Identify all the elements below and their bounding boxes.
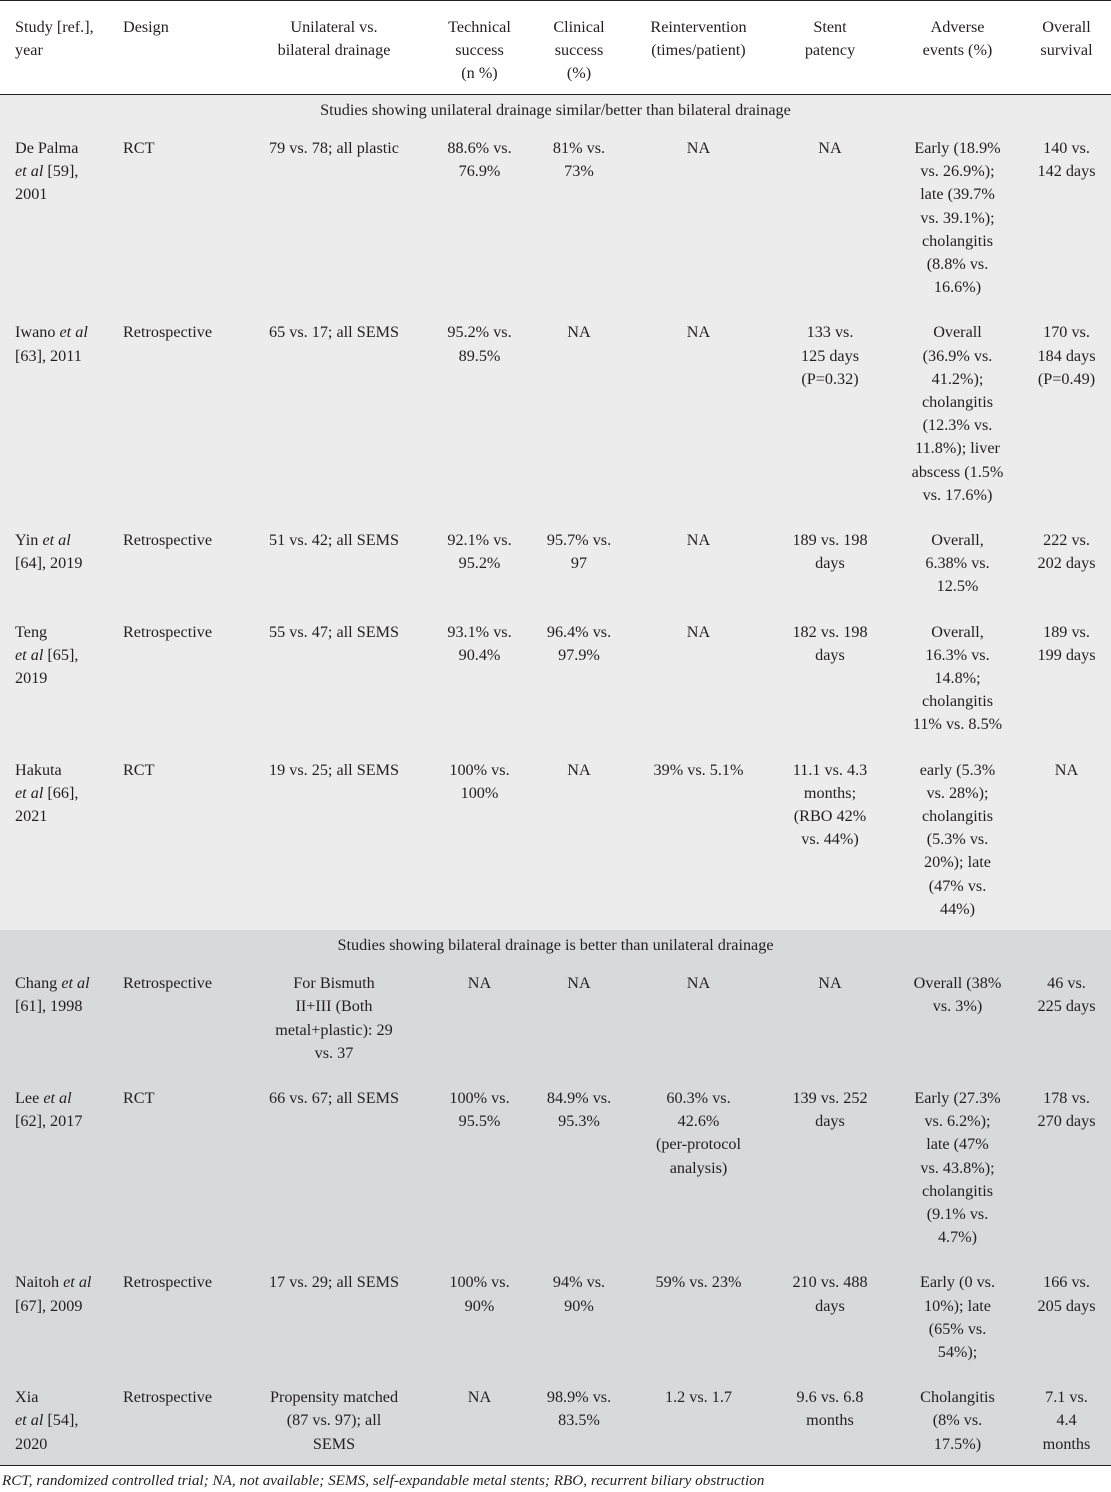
cell-line: 170 vs. [1043,323,1090,342]
cell-line: (12.3% vs. [922,416,993,435]
cell-line: Lee et al [15,1088,72,1107]
cell-study [0,308,119,516]
cell-patency [767,124,893,308]
cell-line: 11.1 vs. 4.3 [792,760,868,779]
cell-line: 90% [564,1296,594,1315]
table-row [0,746,1111,930]
cell-reintervention [630,1258,767,1373]
cell-line: 9.6 vs. 6.8 [796,1388,864,1407]
cell-line: late (39.7% [920,185,995,204]
cell-line: Yin et al [15,531,71,550]
cell-line: 189 vs. 198 [792,531,868,550]
cell-line: 2019 [15,669,48,688]
cell-line: NA [467,974,492,993]
cell-line: 7.1 vs. [1045,1388,1088,1407]
cell-line: patency [804,41,856,60]
cell-line: 83.5% [558,1411,600,1430]
header-study [0,1,119,95]
cell-adverse [893,959,1022,1074]
cell-line: 14.8%; [934,669,981,688]
cell-line: 202 days [1037,554,1096,573]
cell-clinical [528,1258,630,1373]
cell-line: days [815,1112,845,1131]
cell-line: days [815,1296,845,1315]
cell-line: Stent [813,18,847,36]
cell-adverse [893,608,1022,746]
cell-line: 96.4% vs. [546,622,612,641]
cell-study [0,746,119,930]
cell-technical [431,959,528,1074]
table-row [0,1258,1111,1373]
cell-line: II+III (Both [295,997,373,1016]
cell-line: (times/patient) [651,41,746,60]
cell-drainage [237,1373,431,1465]
cell-line: NA [567,760,591,779]
cell-line: 94% vs. [552,1273,606,1292]
cell-line: For Bismuth [293,974,375,993]
cell-line: 55 vs. 47; all SEMS [269,622,399,641]
cell-clinical [528,746,630,930]
cell-line: Overall, [931,531,984,550]
cell-line: 97 [570,554,588,573]
cell-line: 95.3% [558,1112,600,1131]
header-overall-survival [1022,1,1111,95]
cell-patency [767,308,893,516]
cell-survival [1022,608,1111,746]
cell-line: 2001 [15,185,48,204]
cell-line: Retrospective [123,1388,212,1407]
cell-patency [767,516,893,608]
cell-drainage [237,124,431,308]
cell-clinical [528,1074,630,1258]
cell-line: 12.5% [936,577,979,596]
cell-line: Overall [1042,18,1091,36]
cell-adverse [893,1074,1022,1258]
cell-line: late (47% [926,1135,989,1154]
cell-line: early (5.3% [919,760,996,779]
cell-line: bilateral drainage [277,41,391,60]
cell-line: 189 vs. [1043,622,1090,641]
cell-technical [431,746,528,930]
cell-clinical [528,308,630,516]
cell-patency [767,1373,893,1465]
cell-line: SEMS [312,1434,356,1453]
cell-line: Reintervention [650,18,747,36]
cell-line: success [554,41,604,60]
cell-reintervention [630,959,767,1074]
cell-study [0,1258,119,1373]
cell-line: vs. 44%) [801,830,859,849]
cell-line: NA [567,974,591,993]
cell-reintervention [630,608,767,746]
cell-line: 59% vs. 23% [655,1273,742,1292]
cell-line: 90% [464,1296,495,1315]
cell-line: (9.1% vs. [926,1204,989,1223]
cell-line: 270 days [1037,1112,1096,1131]
cell-drainage [237,1258,431,1373]
cell-line: NA [686,622,711,641]
cell-line: (P=0.32) [801,369,859,388]
cell-line: NA [1054,760,1079,779]
cell-adverse [893,1373,1022,1465]
cell-technical [431,1258,528,1373]
table-row [0,1373,1111,1465]
cell-line: abscess (1.5% [911,462,1004,481]
section-header-row [0,95,1111,125]
cell-line: 92.1% vs. [447,531,512,550]
cell-line: (%) [566,64,592,83]
section-header-row [0,930,1111,959]
cell-line: (n %) [461,64,498,83]
cell-line: 60.3% vs. [666,1088,731,1107]
cell-line: 139 vs. 252 [792,1088,868,1107]
cell-technical [431,124,528,308]
cell-line: 16.3% vs. [925,645,990,664]
cell-line: NA [686,323,711,342]
cell-drainage [237,608,431,746]
cell-line: 46 vs. [1047,974,1086,993]
cell-design [119,516,237,608]
cell-line: Iwano et al [15,323,88,342]
cell-design [119,608,237,746]
cell-technical [431,308,528,516]
cell-line: 95.2% [458,554,501,573]
cell-line: (RBO 42% [793,807,867,826]
cell-line: 17 vs. 29; all SEMS [269,1273,399,1292]
cell-line: cholangitis [921,393,994,412]
cell-line: Naitoh et al [15,1273,92,1292]
cell-reintervention [630,746,767,930]
table-body [0,95,1111,1466]
cell-line: year [15,41,43,60]
cell-line: 222 vs. [1043,531,1090,550]
cell-line: RCT [123,139,155,157]
cell-reintervention [630,1074,767,1258]
cell-technical [431,608,528,746]
cell-line: vs. 6.2%); [924,1112,991,1131]
header-design [119,1,237,95]
cell-line: vs. 37 [314,1043,354,1062]
cell-reintervention [630,516,767,608]
cell-line: NA [686,531,711,550]
cell-drainage [237,516,431,608]
cell-survival [1022,516,1111,608]
cell-technical [431,1074,528,1258]
cell-line: cholangitis [921,1181,994,1200]
cell-patency [767,959,893,1074]
cell-line: analysis) [669,1158,728,1177]
cell-line: 100% [460,783,499,802]
cell-design [119,746,237,930]
cell-line: 11% vs. 8.5% [912,715,1003,734]
table-row [0,608,1111,746]
cell-line: success [455,41,504,60]
cell-study [0,608,119,746]
cell-line: (36.9% vs. [922,346,993,365]
cell-line: 178 vs. [1043,1088,1090,1107]
cell-patency [767,746,893,930]
cell-line: 16.6%) [933,278,982,297]
cell-design [119,1258,237,1373]
cell-line: 199 days [1037,645,1096,664]
section-title: Studies showing unilateral drainage similar/better than bilateral drainage [320,101,791,119]
cell-line: Study [ref.], [15,18,94,36]
cell-line: days [815,554,845,573]
cell-line: 97.9% [558,645,600,664]
cell-line: et al [54], [15,1411,79,1430]
cell-adverse [893,124,1022,308]
header-clinical-success [528,1,630,95]
cell-line: Xia [15,1388,39,1407]
cell-line: Retrospective [123,974,212,993]
cell-line: 133 vs. [806,323,854,342]
cell-survival [1022,959,1111,1074]
header-stent-patency [767,1,893,95]
cell-line: (P=0.49) [1037,369,1096,388]
cell-line: events (%) [922,41,993,60]
cell-line: 210 vs. 488 [792,1273,868,1292]
cell-line: NA [567,323,591,342]
table-footnote: RCT, randomized controlled trial; NA, not available; SEMS, self-expandable metal stents; RBO, recurrent biliary obstruction [2,1471,765,1489]
cell-survival [1022,1074,1111,1258]
cell-line: et al [65], [15,645,79,664]
cell-line: 100% vs. [449,1273,510,1292]
cell-patency [767,608,893,746]
cell-line: NA [818,139,842,157]
cell-survival [1022,124,1111,308]
cell-line: De Palma [15,139,79,157]
header-drainage [237,1,431,95]
cell-reintervention [630,1373,767,1465]
cell-line: 10%); late [924,1296,991,1315]
cell-line: 98.9% vs. [546,1388,612,1407]
cell-line: vs. 26.9%); [920,162,995,181]
cell-line: Retrospective [123,531,212,550]
cell-line: cholangitis [921,231,994,250]
cell-line: Adverse [930,18,985,36]
cell-line: 95.7% vs. [546,531,612,550]
cell-line: [61], 1998 [15,997,83,1016]
cell-line: Overall (38% [913,974,1002,993]
cell-line: 65 vs. 17; all SEMS [269,323,399,342]
cell-line: NA [467,1388,492,1407]
cell-line: 225 days [1037,997,1096,1016]
cell-adverse [893,746,1022,930]
cell-line: 73% [564,162,594,181]
cell-line: (5.3% vs. [926,830,989,849]
cell-line: 125 days [801,346,859,365]
cell-drainage [237,308,431,516]
section-title: Studies showing bilateral drainage is better than unilateral drainage [337,936,774,955]
cell-line: (per-protocol [655,1135,742,1154]
cell-design [119,124,237,308]
cell-line: 4.4 [1056,1411,1077,1430]
cell-line: et al [66], [15,783,79,802]
cell-line: [62], 2017 [15,1112,83,1131]
cell-line: 39% vs. 5.1% [653,760,744,779]
cell-line: Design [123,18,169,36]
cell-reintervention [630,124,767,308]
cell-clinical [528,124,630,308]
cell-line: 6.38% vs. [925,554,990,573]
cell-line: 2020 [15,1434,48,1453]
cell-line: 2021 [15,807,48,826]
cell-line: months; [803,783,857,802]
cell-line: (8% vs. [932,1411,983,1430]
table-row [0,1074,1111,1258]
cell-study [0,959,119,1074]
cell-line: Cholangitis [920,1388,995,1407]
cell-line: cholangitis [921,692,994,711]
table-header [0,1,1111,95]
cell-line: 54%); [937,1342,978,1361]
cell-line: et al [59], [15,162,79,181]
header-reintervention [630,1,767,95]
cell-line: Technical [448,18,511,36]
cell-line: NA [686,139,711,157]
cell-line: 140 vs. [1043,139,1090,157]
cell-line: (65% vs. [928,1319,987,1338]
cell-line: 20%); late [924,853,991,872]
cell-line: [67], 2009 [15,1296,83,1315]
cell-adverse [893,516,1022,608]
cell-line: [64], 2019 [15,554,83,573]
cell-line: 11.8%); liver [915,439,1000,458]
cell-survival [1022,308,1111,516]
cell-line: 93.1% vs. [447,622,512,641]
cell-line: (87 vs. 97); all [286,1411,382,1430]
cell-line: Chang et al [15,974,90,993]
cell-drainage [237,746,431,930]
cell-technical [431,1373,528,1465]
cell-line: 84.9% vs. [546,1088,612,1107]
cell-line: Early (18.9% [914,139,1001,157]
cell-line: 41.2%); [931,369,984,388]
table-row [0,959,1111,1074]
cell-line: survival [1040,41,1093,60]
cell-line: 19 vs. 25; all SEMS [269,760,399,779]
cell-line: vs. 28%); [926,783,989,802]
cell-line: 90.4% [458,645,501,664]
header-technical-success [431,1,528,95]
cell-line: 17.5%) [933,1434,982,1453]
cell-drainage [237,1074,431,1258]
cell-line: (47% vs. [928,876,987,895]
cell-line: vs. 43.8%); [920,1158,995,1177]
cell-line: (8.8% vs. [926,255,989,274]
cell-line: Propensity matched [269,1388,399,1407]
cell-design [119,308,237,516]
cell-line: 89.5% [458,346,501,365]
cell-line: 81% vs. [552,139,606,157]
cell-line: 95.5% [458,1112,501,1131]
cell-adverse [893,308,1022,516]
cell-reintervention [630,308,767,516]
cell-line: Early (27.3% [914,1088,1001,1107]
header-adverse-events [893,1,1022,95]
cell-study [0,1074,119,1258]
cell-clinical [528,608,630,746]
table-row [0,308,1111,516]
cell-line: 88.6% vs. [447,139,512,157]
cell-clinical [528,1373,630,1465]
cell-line: vs. 17.6%) [922,485,993,504]
cell-line: 100% vs. [449,760,510,779]
cell-line: 76.9% [458,162,501,181]
cell-design [119,1373,237,1465]
cell-clinical [528,959,630,1074]
cell-line: metal+plastic): 29 [275,1020,393,1039]
cell-line: NA [818,974,842,993]
cell-line: months [806,1411,854,1430]
cell-line: Early (0 vs. [919,1273,996,1292]
cell-line: vs. 39.1%); [920,208,995,227]
cell-study [0,124,119,308]
cell-line: Overall, [931,622,984,641]
cell-line: 66 vs. 67; all SEMS [269,1088,399,1107]
cell-line: 4.7%) [937,1228,978,1247]
cell-line: Clinical [553,18,605,36]
cell-line: Overall [933,323,982,342]
cell-survival [1022,1258,1111,1373]
cell-line: 100% vs. [449,1088,510,1107]
cell-line: Retrospective [123,323,212,342]
cell-study [0,516,119,608]
cell-line: 51 vs. 42; all SEMS [269,531,399,550]
cell-survival [1022,1373,1111,1465]
cell-line: 184 days [1037,346,1096,365]
cell-design [119,959,237,1074]
cell-line: days [815,645,845,664]
cell-survival [1022,746,1111,930]
cell-study [0,1373,119,1465]
cell-line: vs. 3%) [932,997,983,1016]
table-row [0,124,1111,308]
cell-line: 142 days [1037,162,1096,181]
cell-line: Hakuta [15,760,62,779]
cell-line: Retrospective [123,622,212,641]
cell-line: 1.2 vs. 1.7 [664,1388,732,1407]
cell-line: months [1042,1434,1091,1453]
cell-line: 166 vs. [1043,1273,1090,1292]
cell-line: 44%) [939,899,976,918]
cell-drainage [237,959,431,1074]
cell-adverse [893,1258,1022,1373]
cell-line: RCT [123,1088,155,1107]
cell-line: Retrospective [123,1273,212,1292]
cell-line: [63], 2011 [15,346,82,365]
cell-line: RCT [123,760,155,779]
cell-line: Unilateral vs. [290,18,378,36]
cell-line: 205 days [1037,1296,1096,1315]
cell-line: 79 vs. 78; all plastic [269,139,399,157]
cell-line: 42.6% [677,1112,720,1131]
cell-patency [767,1258,893,1373]
cell-patency [767,1074,893,1258]
cell-line: Teng [15,622,48,641]
cell-technical [431,516,528,608]
table-row [0,516,1111,608]
cell-line: NA [686,974,711,993]
cell-clinical [528,516,630,608]
cell-line: 182 vs. 198 [792,622,868,641]
cell-line: cholangitis [921,807,994,826]
cell-line: 95.2% vs. [447,323,512,342]
cell-design [119,1074,237,1258]
